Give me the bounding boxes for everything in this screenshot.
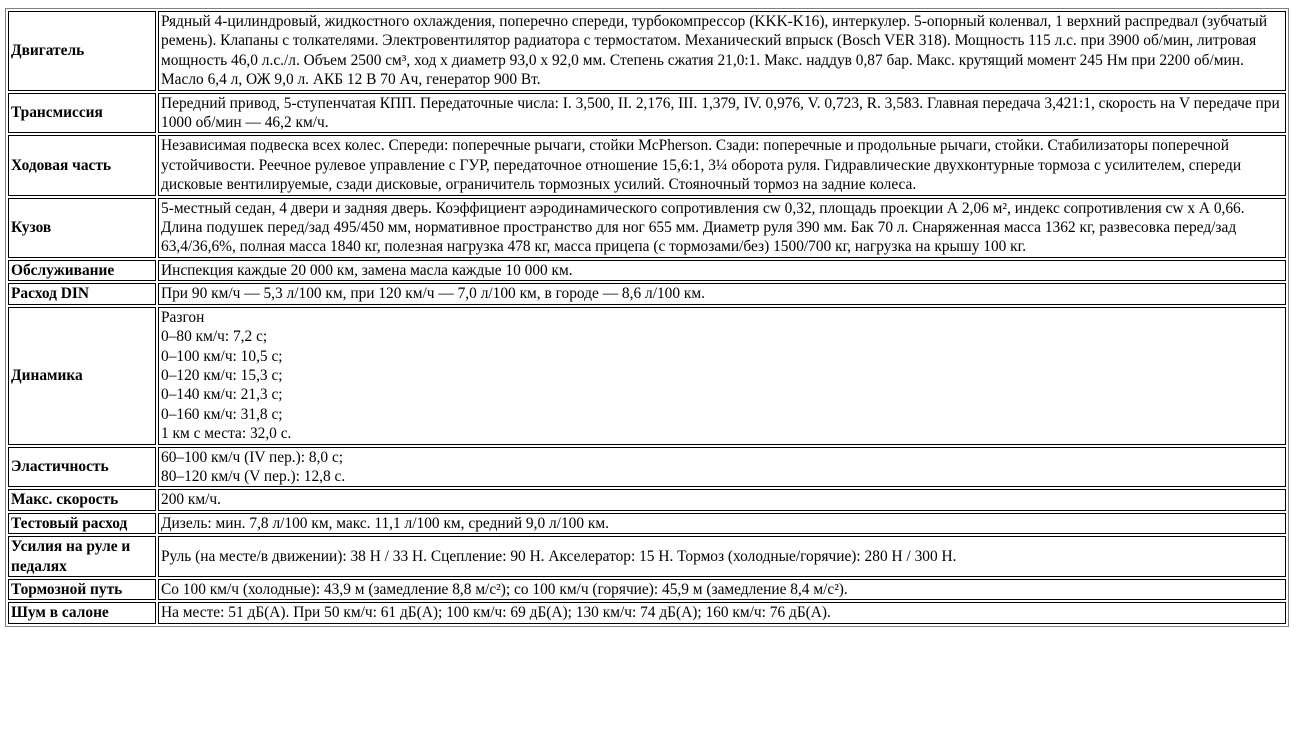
row-label: Усилия на руле и педалях	[8, 536, 156, 577]
specifications-table	[5, 8, 1289, 627]
row-value: Со 100 км/ч (холодные): 43,9 м (замедление 8,8 м/с²); со 100 км/ч (горячие): 45,9 м (замедление 8,4 м/с²).	[158, 579, 1286, 600]
table-row-test-consumption	[8, 513, 1286, 534]
table-row-service	[8, 260, 1286, 281]
row-value	[158, 447, 1286, 488]
dynamics-line: 0–100 км/ч: 10,5 с;	[161, 347, 283, 365]
table-row-control-forces	[8, 536, 1286, 577]
table-row-elasticity	[8, 447, 1286, 488]
dynamics-line: 0–80 км/ч: 7,2 с;	[161, 328, 268, 346]
table-row-transmission	[8, 93, 1286, 134]
table-row-braking-distance	[8, 579, 1286, 600]
row-label: Тормозной путь	[8, 579, 156, 600]
row-value: Передний привод, 5-ступенчатая КПП. Передаточные числа: I. 3,500, II. 2,176, III. 1,379, IV. 0,976, V. 0,723, R. 3,583. Главная передача 3,421:1, скорость на V передаче при 1000 об/мин — 46,2 км/ч.	[158, 93, 1286, 134]
table-row-engine	[8, 11, 1286, 91]
row-label: Шум в салоне	[8, 602, 156, 623]
elasticity-line: 80–120 км/ч (V пер.): 12,8 с.	[161, 467, 346, 485]
row-value: При 90 км/ч — 5,3 л/100 км, при 120 км/ч — 7,0 л/100 км, в городе — 8,6 л/100 км.	[158, 283, 1286, 304]
row-value: Дизель: мин. 7,8 л/100 км, макс. 11,1 л/100 км, средний 9,0 л/100 км.	[158, 513, 1286, 534]
dynamics-line: 0–160 км/ч: 31,8 с;	[161, 405, 283, 423]
dynamics-line: Разгон	[161, 308, 205, 326]
row-label: Двигатель	[8, 11, 156, 91]
row-value: Инспекция каждые 20 000 км, замена масла каждые 10 000 км.	[158, 260, 1286, 281]
table-row-chassis	[8, 135, 1286, 195]
table-row-din-consumption	[8, 283, 1286, 304]
dynamics-line: 1 км с места: 32,0 с.	[161, 425, 292, 443]
row-value: Независимая подвеска всех колес. Спереди: поперечные рычаги, стойки McPherson. Сзади: поперечные и продольные рычаги, стойки. Стабилизаторы поперечной устойчивости. Реечное рулевое управление с ГУР, передаточное отношение 15,6:1, 3¼ оборота руля. Гидравлические двухконтурные тормоза с усилителем, спереди дисковые вентилируемые, сзади дисковые, ограничитель тормозных усилий. Стояночный тормоз на задние колеса.	[158, 135, 1286, 195]
table-row-body	[8, 198, 1286, 258]
row-value: 5-местный седан, 4 двери и задняя дверь. Коэффициент аэродинамического сопротивления cw 0,32, площадь проекции А 2,06 м², индекс сопротивления cw х А 0,66. Длина подушек перед/зад 495/450 мм, нормативное пространство для ног 655 мм. Диаметр руля 390 мм. Бак 70 л. Снаряженная масса 1362 кг, развесовка перед/зад 63,4/36,6%, полная масса 1840 кг, полезная нагрузка 478 кг, масса прицепа (с тормозами/без) 1500/700 кг, нагрузка на крышу 100 кг.	[158, 198, 1286, 258]
row-label: Макс. скорость	[8, 489, 156, 510]
row-value: 200 км/ч.	[158, 489, 1286, 510]
table-row-cabin-noise	[8, 602, 1286, 623]
row-label: Трансмиссия	[8, 93, 156, 134]
dynamics-line: 0–120 км/ч: 15,3 с;	[161, 366, 283, 384]
row-label: Эластичность	[8, 447, 156, 488]
row-label: Тестовый расход	[8, 513, 156, 534]
row-label: Ходовая часть	[8, 135, 156, 195]
dynamics-line: 0–140 км/ч: 21,3 с;	[161, 386, 283, 404]
row-value: Руль (на месте/в движении): 38 Н / 33 Н. Сцепление: 90 Н. Акселератор: 15 Н. Тормоз (холодные/горячие): 280 Н / 300 Н.	[158, 536, 1286, 577]
row-label: Обслуживание	[8, 260, 156, 281]
row-label: Динамика	[8, 307, 156, 445]
row-value: Рядный 4-цилиндровый, жидкостного охлаждения, поперечно спереди, турбокомпрессор (KKK-K16), интеркулер. 5-опорный коленвал, 1 верхний распредвал (зубчатый ремень). Клапаны с толкателями. Электровентилятор радиатора с термостатом. Механический впрыск (Bosch VER 318). Мощность 115 л.с. при 3900 об/мин, литровая мощность 46,0 л.с./л. Объем 2500 см³, ход х диаметр 93,0 х 92,0 мм. Степень сжатия 21,0:1. Макс. наддув 0,87 бар. Макс. крутящий момент 245 Нм при 2200 об/мин. Масло 6,4 л, ОЖ 9,0 л. АКБ 12 В 70 Ач, генератор 900 Вт.	[158, 11, 1286, 91]
row-label: Расход DIN	[8, 283, 156, 304]
row-value: На месте: 51 дБ(A). При 50 км/ч: 61 дБ(A); 100 км/ч: 69 дБ(A); 130 км/ч: 74 дБ(A); 160 км/ч: 76 дБ(A).	[158, 602, 1286, 623]
row-value	[158, 307, 1286, 445]
row-label: Кузов	[8, 198, 156, 258]
table-row-dynamics	[8, 307, 1286, 445]
table-row-max-speed	[8, 489, 1286, 510]
elasticity-line: 60–100 км/ч (IV пер.): 8,0 с;	[161, 448, 344, 466]
